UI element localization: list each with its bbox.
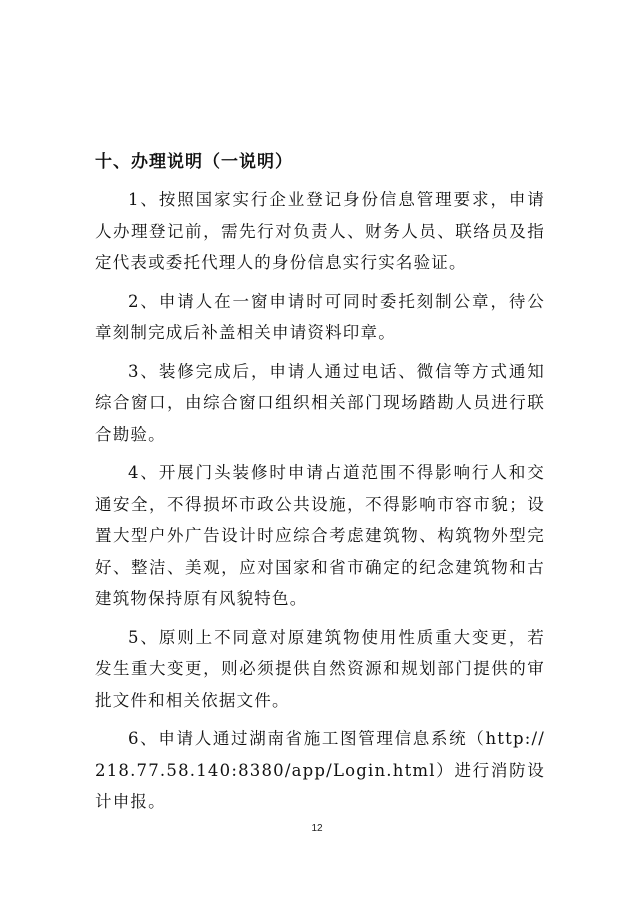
section-heading: 十、办理说明（一说明） bbox=[95, 152, 293, 172]
document-body bbox=[95, 150, 545, 825]
paragraph-4: 4、开展门头装修时申请占道范围不得影响行人和交通安全，不得损坏市政公共设施，不得影响市容市貌；设置大型户外广告设计时应综合考虑建筑物、构筑物外型完好、整洁、美观，应对国家和省市确定的纪念建筑物和古建筑物保持原有风貌特色。 bbox=[95, 463, 545, 608]
paragraph-5: 5、原则上不同意对原建筑物使用性质重大变更，若发生重大变更，则必须提供自然资源和规划部门提供的审批文件和相关依据文件。 bbox=[95, 627, 545, 710]
paragraph-3: 3、装修完成后，申请人通过电话、微信等方式通知综合窗口，由综合窗口组织相关部门现场踏勘人员进行联合勘验。 bbox=[95, 361, 545, 444]
paragraph-2: 2、申请人在一窗申请时可同时委托刻制公章，待公章刻制完成后补盖相关申请资料印章。 bbox=[95, 291, 545, 342]
paragraph-6: 6、申请人通过湖南省施工图管理信息系统（http://218.77.58.140:8380/app/Login.html）进行消防设计申报。 bbox=[95, 729, 545, 811]
paragraph-1: 1、按照国家实行企业登记身份信息管理要求，申请人办理登记前，需先行对负责人、财务人员、联络员及指定代表或委托代理人的身份信息实行实名验证。 bbox=[95, 190, 545, 272]
page-number: 12 bbox=[311, 823, 323, 834]
